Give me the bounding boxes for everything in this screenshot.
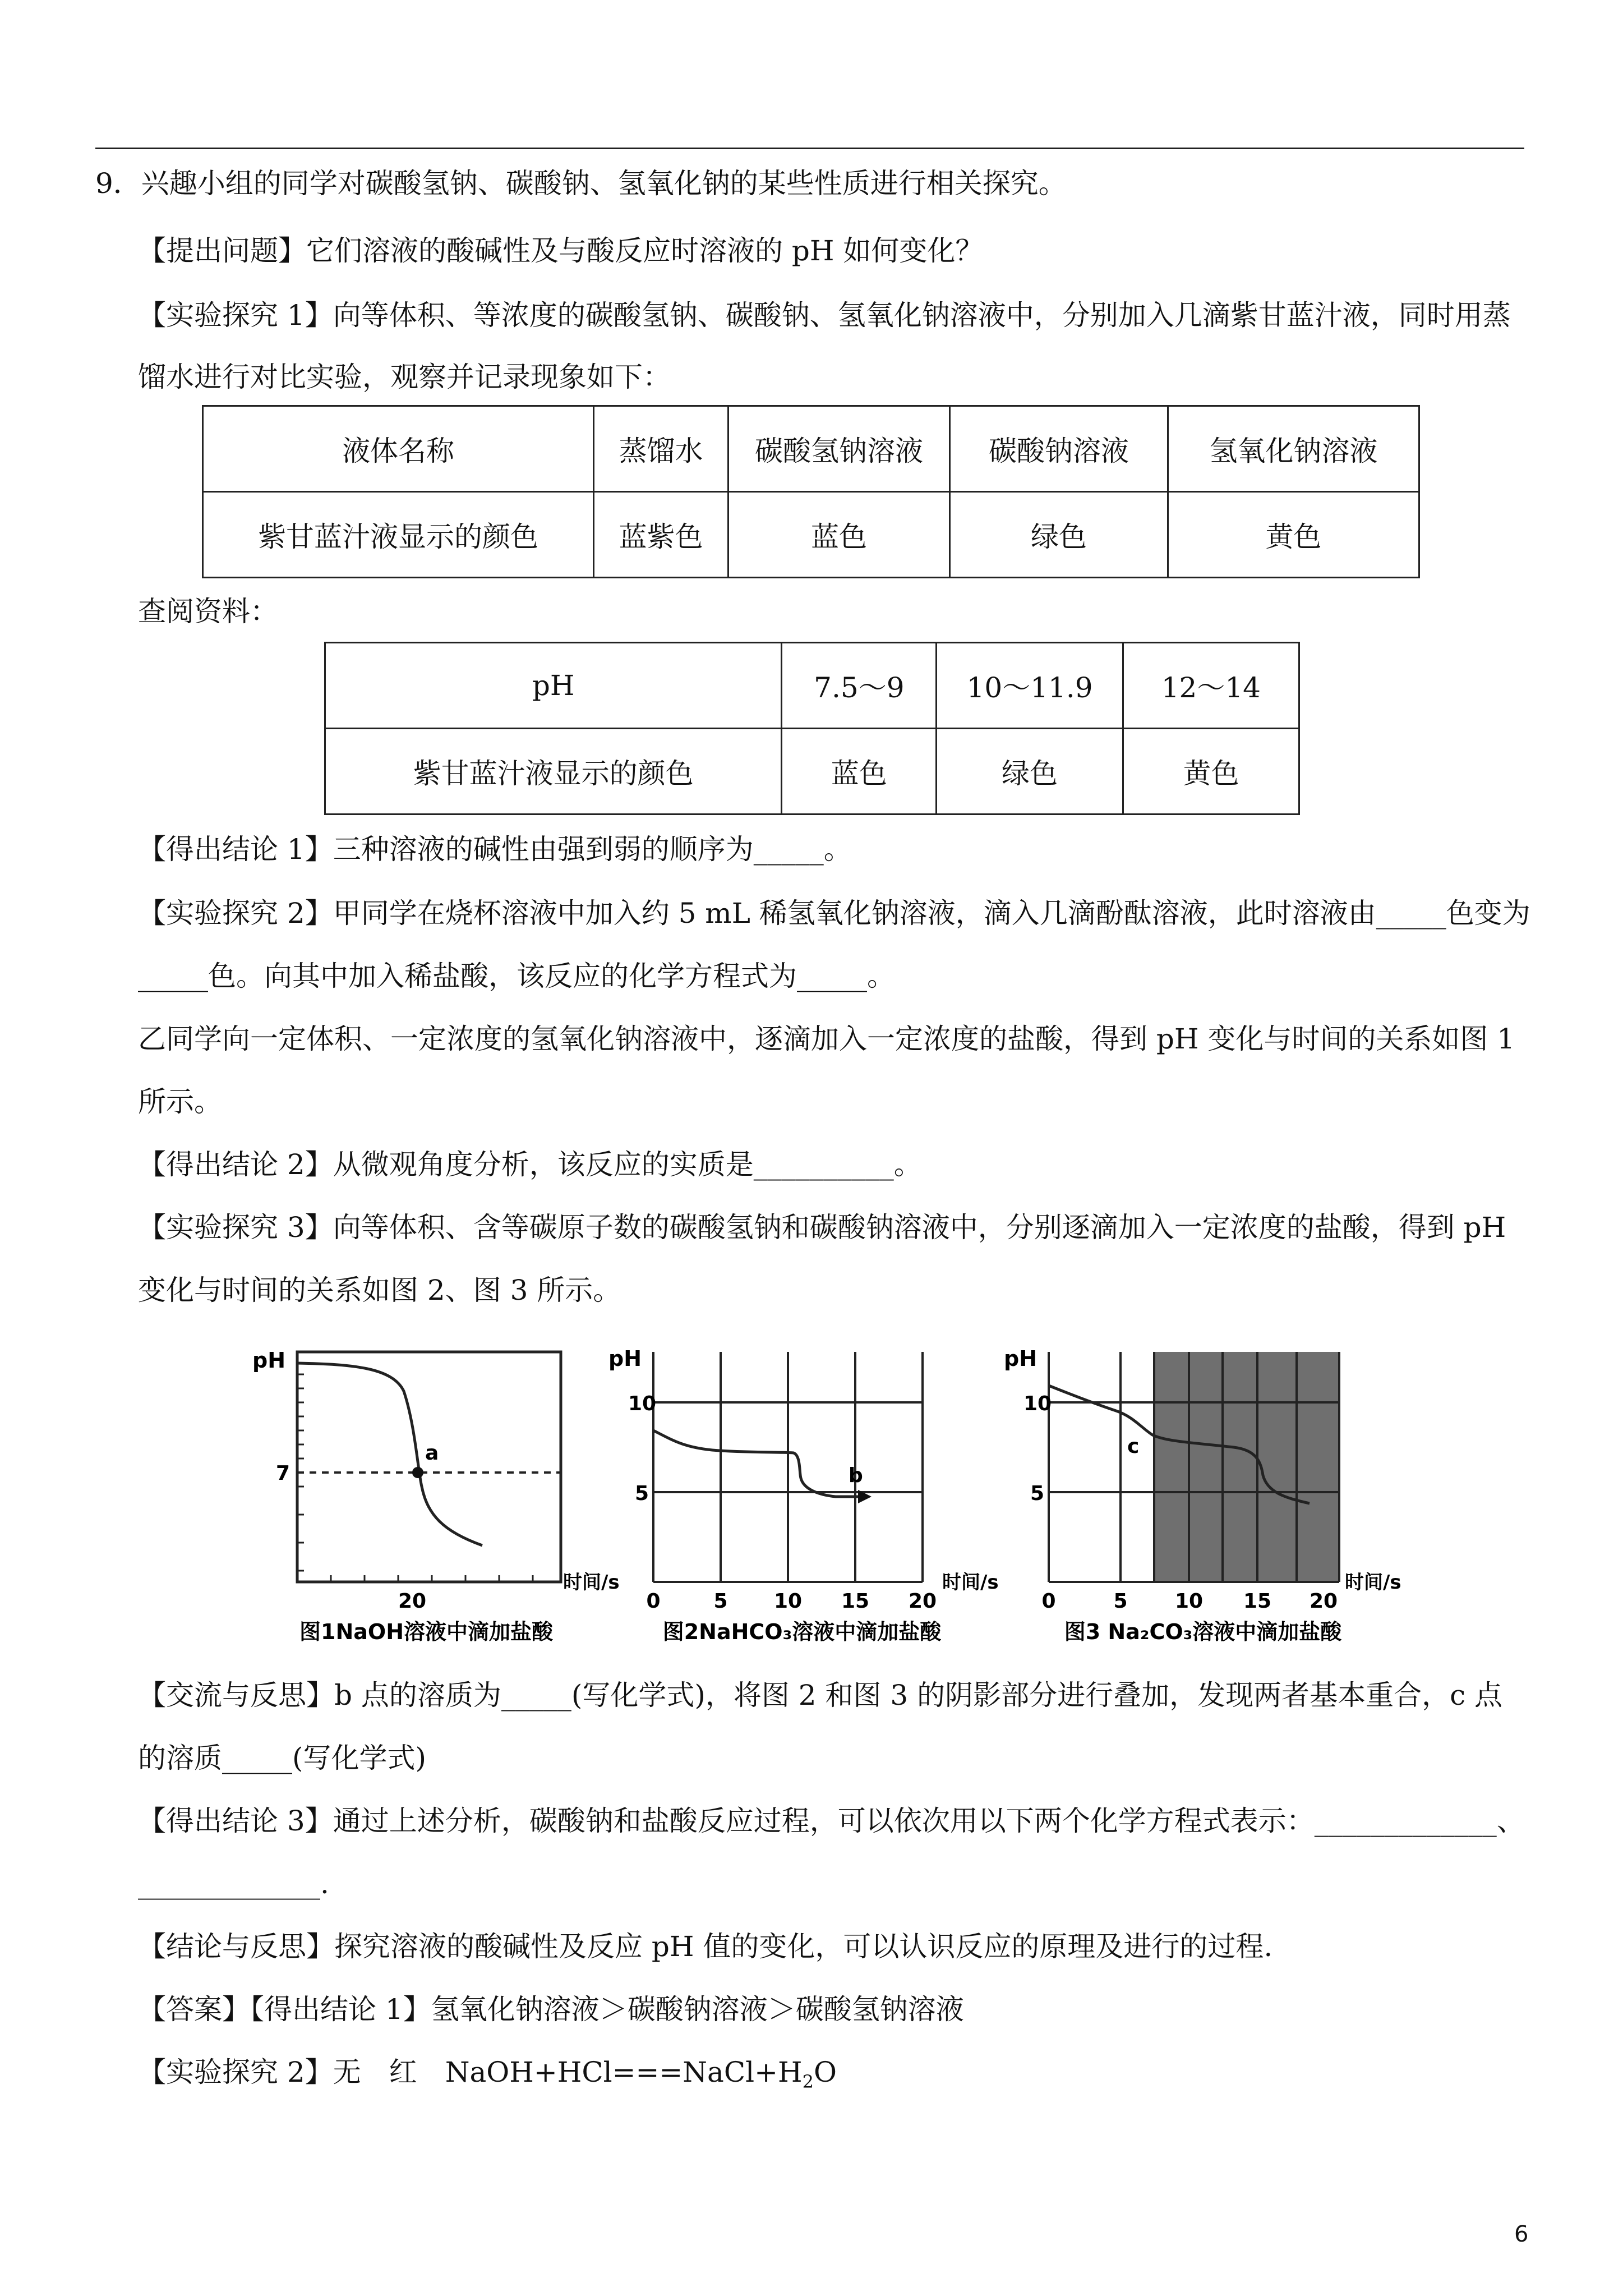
fig3-shaded-region [1154, 1352, 1339, 1582]
table1-header-cell: 碳酸钠溶液 [950, 406, 1168, 492]
exp1-line1: 【实验探究 1】向等体积、等浓度的碳酸氢钠、碳酸钠、氢氧化钠溶液中，分别加入几滴紫甘蓝汁液，同时用蒸 [138, 299, 1511, 332]
table2-cell: 紫甘蓝汁液显示的颜色 [325, 729, 782, 815]
figure-1 [252, 1348, 620, 1644]
table1-header-cell: 碳酸氢钠溶液 [728, 406, 950, 492]
fig3-point-label: c [1127, 1435, 1140, 1458]
fig2-xtick: 0 [646, 1590, 661, 1613]
exchange-line2: 的溶质_____(写化学式) [138, 1742, 427, 1774]
exchange-line1: 【交流与反思】b 点的溶质为_____(写化学式)，将图 2 和图 3 的阴影部分进行叠加，发现两者基本重合，c 点 [138, 1679, 1503, 1711]
exp2-line2: _____色。向其中加入稀盐酸，该反应的化学方程式为_____。 [138, 960, 895, 992]
exp2-line1: 【实验探究 2】甲同学在烧杯溶液中加入约 5 mL 稀氢氧化钠溶液，滴入几滴酚酞溶液，此时溶液由_____色变为 [138, 897, 1530, 930]
header-rule [95, 148, 1524, 149]
ph-figures [241, 1335, 1430, 1649]
fig2-xtick: 10 [773, 1590, 803, 1613]
fig1-frame [297, 1352, 561, 1582]
conclusion-2: 【得出结论 2】从微观角度分析，该反应的实质是__________。 [138, 1148, 922, 1181]
answer-line1: 【答案】【得出结论 1】氢氧化钠溶液＞碳酸钠溶液＞碳酸氢钠溶液 [138, 1993, 964, 2026]
reflection: 【结论与反思】探究溶液的酸碱性及反应 pH 值的变化，可以认识反应的原理及进行的过程. [138, 1930, 1273, 1963]
exp3-line2: 变化与时间的关系如图 2、图 3 所示。 [138, 1274, 621, 1306]
fig1-point-label: a [425, 1442, 439, 1465]
fig3-ytick-10: 10 [1023, 1392, 1052, 1415]
fig3-ylabel: pH [1004, 1346, 1038, 1371]
fig2-ylabel: pH [608, 1346, 642, 1371]
answer-equation: 【实验探究 2】无 红 NaOH+HCl===NaCl+H [138, 2056, 803, 2088]
yi-line2: 所示。 [138, 1085, 222, 1118]
fig2-grid [653, 1352, 923, 1582]
fig1-point-a [412, 1467, 423, 1478]
conclusion-3-line1: 【得出结论 3】通过上述分析，碳酸钠和盐酸反应过程，可以依次用以下两个化学方程式表示：_____________、 [138, 1805, 1525, 1837]
answer-equation-end: O [813, 2056, 837, 2088]
conclusion-1: 【得出结论 1】三种溶液的碱性由强到弱的顺序为_____。 [138, 833, 852, 866]
table2-cell: 绿色 [937, 729, 1123, 815]
table1-header-cell: 蒸馏水 [594, 406, 728, 492]
figure-3 [1004, 1346, 1401, 1644]
ask-question: 【提出问题】它们溶液的酸碱性及与酸反应时溶液的 pH 如何变化？ [138, 234, 984, 267]
fig3-xtick: 0 [1041, 1590, 1056, 1613]
fig2-xlabel: 时间/s [942, 1571, 999, 1594]
exp3-line1: 【实验探究 3】向等体积、含等碳原子数的碳酸氢钠和碳酸钠溶液中，分别逐滴加入一定浓度的盐酸，得到 pH [138, 1211, 1506, 1244]
fig2-point-label: b [849, 1464, 863, 1487]
conclusion-3-line2: _____________. [138, 1867, 329, 1900]
fig3-xtick: 10 [1174, 1590, 1204, 1613]
fig2-xtick: 5 [713, 1590, 728, 1613]
fig1-x20: 20 [398, 1590, 427, 1613]
fig2-ytick-5: 5 [635, 1482, 649, 1505]
lookup-label: 查阅资料： [138, 595, 278, 628]
fig3-xtick: 15 [1243, 1590, 1272, 1613]
table2-header-cell: 10～11.9 [937, 643, 1123, 729]
answer-subscript: 2 [802, 2071, 814, 2092]
fig1-curve [297, 1363, 482, 1545]
fig1-xlabel: 时间/s [563, 1571, 620, 1594]
exp1-line2: 馏水进行对比实验，观察并记录现象如下： [138, 361, 671, 393]
answer-line2 [138, 2054, 837, 2100]
fig3-xlabel: 时间/s [1345, 1571, 1401, 1594]
fig1-ticks [297, 1374, 533, 1582]
fig3-caption: 图3 Na₂CO₃溶液中滴加盐酸 [1064, 1619, 1342, 1644]
table1-header-cell: 液体名称 [203, 406, 594, 492]
table2-cell: 蓝色 [782, 729, 937, 815]
fig2-xtick: 15 [841, 1590, 870, 1613]
page-number: 6 [1514, 2221, 1529, 2247]
table1-cell: 紫甘蓝汁液显示的颜色 [203, 492, 594, 578]
table2-header-cell: pH [325, 643, 782, 729]
ph-color-table [324, 642, 1300, 815]
table2-header-cell: 7.5～9 [782, 643, 937, 729]
fig2-caption: 图2NaHCO₃溶液中滴加盐酸 [662, 1619, 942, 1644]
fig3-ytick-5: 5 [1030, 1482, 1045, 1505]
fig1-caption: 图1NaOH溶液中滴加盐酸 [299, 1619, 553, 1644]
table1-cell: 蓝紫色 [594, 492, 728, 578]
question-intro: 9．兴趣小组的同学对碳酸氢钠、碳酸钠、氢氧化钠的某些性质进行相关探究。 [95, 167, 1067, 200]
table1-header-cell: 氢氧化钠溶液 [1168, 406, 1419, 492]
fig1-ylabel: pH [252, 1348, 286, 1373]
fig2-curve [653, 1430, 858, 1497]
table2-cell: 黄色 [1123, 729, 1299, 815]
yi-line1: 乙同学向一定体积、一定浓度的氢氧化钠溶液中，逐滴加入一定浓度的盐酸，得到 pH 变化与时间的关系如图 1 [138, 1023, 1515, 1055]
table1-cell: 黄色 [1168, 492, 1419, 578]
table2-header-cell: 12～14 [1123, 643, 1299, 729]
table1-cell: 绿色 [950, 492, 1168, 578]
table1-cell: 蓝色 [728, 492, 950, 578]
fig1-y7: 7 [276, 1462, 291, 1485]
fig2-ytick-10: 10 [628, 1392, 657, 1415]
figure-2 [608, 1346, 999, 1644]
fig2-xtick: 20 [908, 1590, 937, 1613]
fig3-xtick: 20 [1309, 1590, 1338, 1613]
fig3-xtick: 5 [1113, 1590, 1128, 1613]
color-observation-table [202, 405, 1420, 578]
